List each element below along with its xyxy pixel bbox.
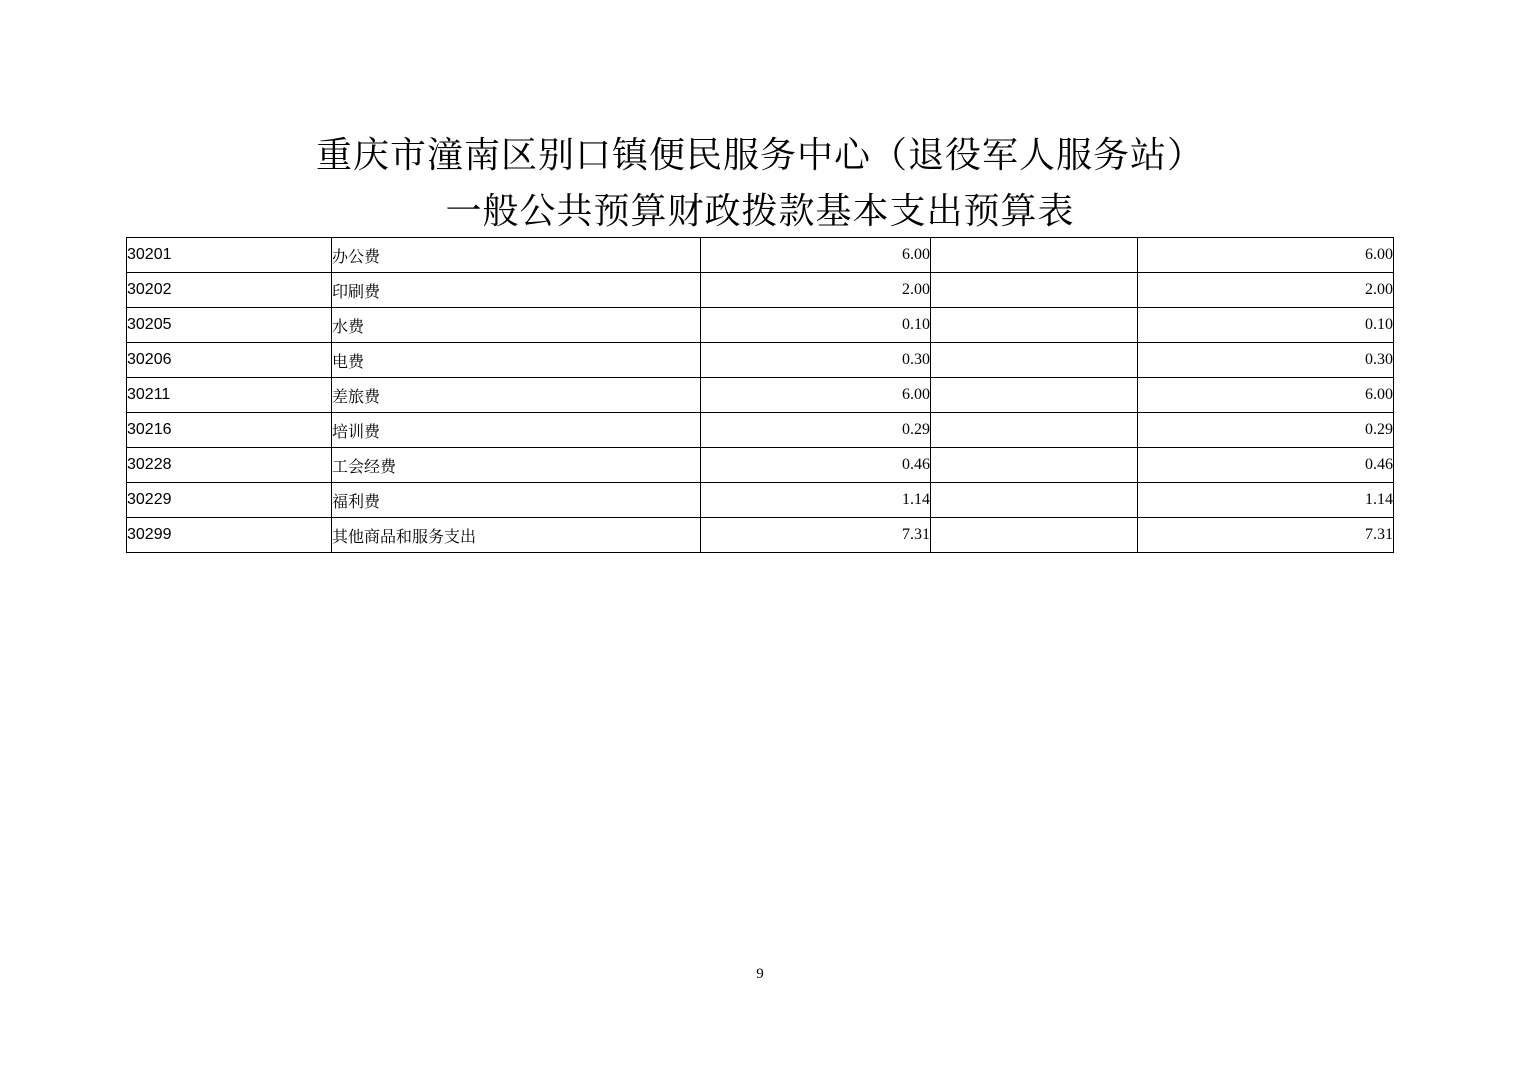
- economic-code-cell: 30206: [127, 343, 332, 378]
- amount-cell: 0.29: [1138, 413, 1394, 448]
- title-line-1: 重庆市潼南区别口镇便民服务中心（退役军人服务站）: [315, 135, 1204, 176]
- table-row: [127, 448, 1394, 483]
- empty-amount-cell: [931, 308, 1138, 343]
- empty-amount-cell: [931, 518, 1138, 553]
- item-name-cell: 印刷费: [332, 273, 701, 308]
- economic-code-cell: 30202: [127, 273, 332, 308]
- empty-amount-cell: [931, 343, 1138, 378]
- table-row: [127, 343, 1394, 378]
- economic-code-cell: 30205: [127, 308, 332, 343]
- document-title: [0, 128, 1520, 240]
- amount-cell: 2.00: [701, 273, 931, 308]
- economic-code-cell: 30299: [127, 518, 332, 553]
- item-name-cell: 其他商品和服务支出: [332, 518, 701, 553]
- amount-cell: 6.00: [1138, 378, 1394, 413]
- amount-cell: 2.00: [1138, 273, 1394, 308]
- item-name-cell: 福利费: [332, 483, 701, 518]
- budget-table: [126, 237, 1394, 553]
- amount-cell: 0.10: [701, 308, 931, 343]
- table-row: [127, 273, 1394, 308]
- table-row: [127, 483, 1394, 518]
- page-number: 9: [756, 966, 764, 982]
- empty-amount-cell: [931, 483, 1138, 518]
- amount-cell: 6.00: [701, 238, 931, 273]
- empty-amount-cell: [931, 378, 1138, 413]
- amount-cell: 0.10: [1138, 308, 1394, 343]
- item-name-cell: 差旅费: [332, 378, 701, 413]
- table-row: [127, 308, 1394, 343]
- amount-cell: 0.29: [701, 413, 931, 448]
- item-name-cell: 工会经费: [332, 448, 701, 483]
- empty-amount-cell: [931, 238, 1138, 273]
- item-name-cell: 培训费: [332, 413, 701, 448]
- amount-cell: 0.46: [701, 448, 931, 483]
- economic-code-cell: 30201: [127, 238, 332, 273]
- empty-amount-cell: [931, 413, 1138, 448]
- amount-cell: 6.00: [1138, 238, 1394, 273]
- table-row: [127, 413, 1394, 448]
- amount-cell: 1.14: [701, 483, 931, 518]
- item-name-cell: 电费: [332, 343, 701, 378]
- empty-amount-cell: [931, 448, 1138, 483]
- economic-code-cell: 30211: [127, 378, 332, 413]
- item-name-cell: 办公费: [332, 238, 701, 273]
- item-name-cell: 水费: [332, 308, 701, 343]
- table-row: [127, 238, 1394, 273]
- amount-cell: 0.30: [701, 343, 931, 378]
- amount-cell: 7.31: [701, 518, 931, 553]
- economic-code-cell: 30216: [127, 413, 332, 448]
- amount-cell: 0.46: [1138, 448, 1394, 483]
- economic-code-cell: 30229: [127, 483, 332, 518]
- amount-cell: 6.00: [701, 378, 931, 413]
- amount-cell: 0.30: [1138, 343, 1394, 378]
- economic-code-cell: 30228: [127, 448, 332, 483]
- amount-cell: 1.14: [1138, 483, 1394, 518]
- title-line-2: 一般公共预算财政拨款基本支出预算表: [445, 191, 1075, 232]
- amount-cell: 7.31: [1138, 518, 1394, 553]
- empty-amount-cell: [931, 273, 1138, 308]
- table-row: [127, 378, 1394, 413]
- table-row: [127, 518, 1394, 553]
